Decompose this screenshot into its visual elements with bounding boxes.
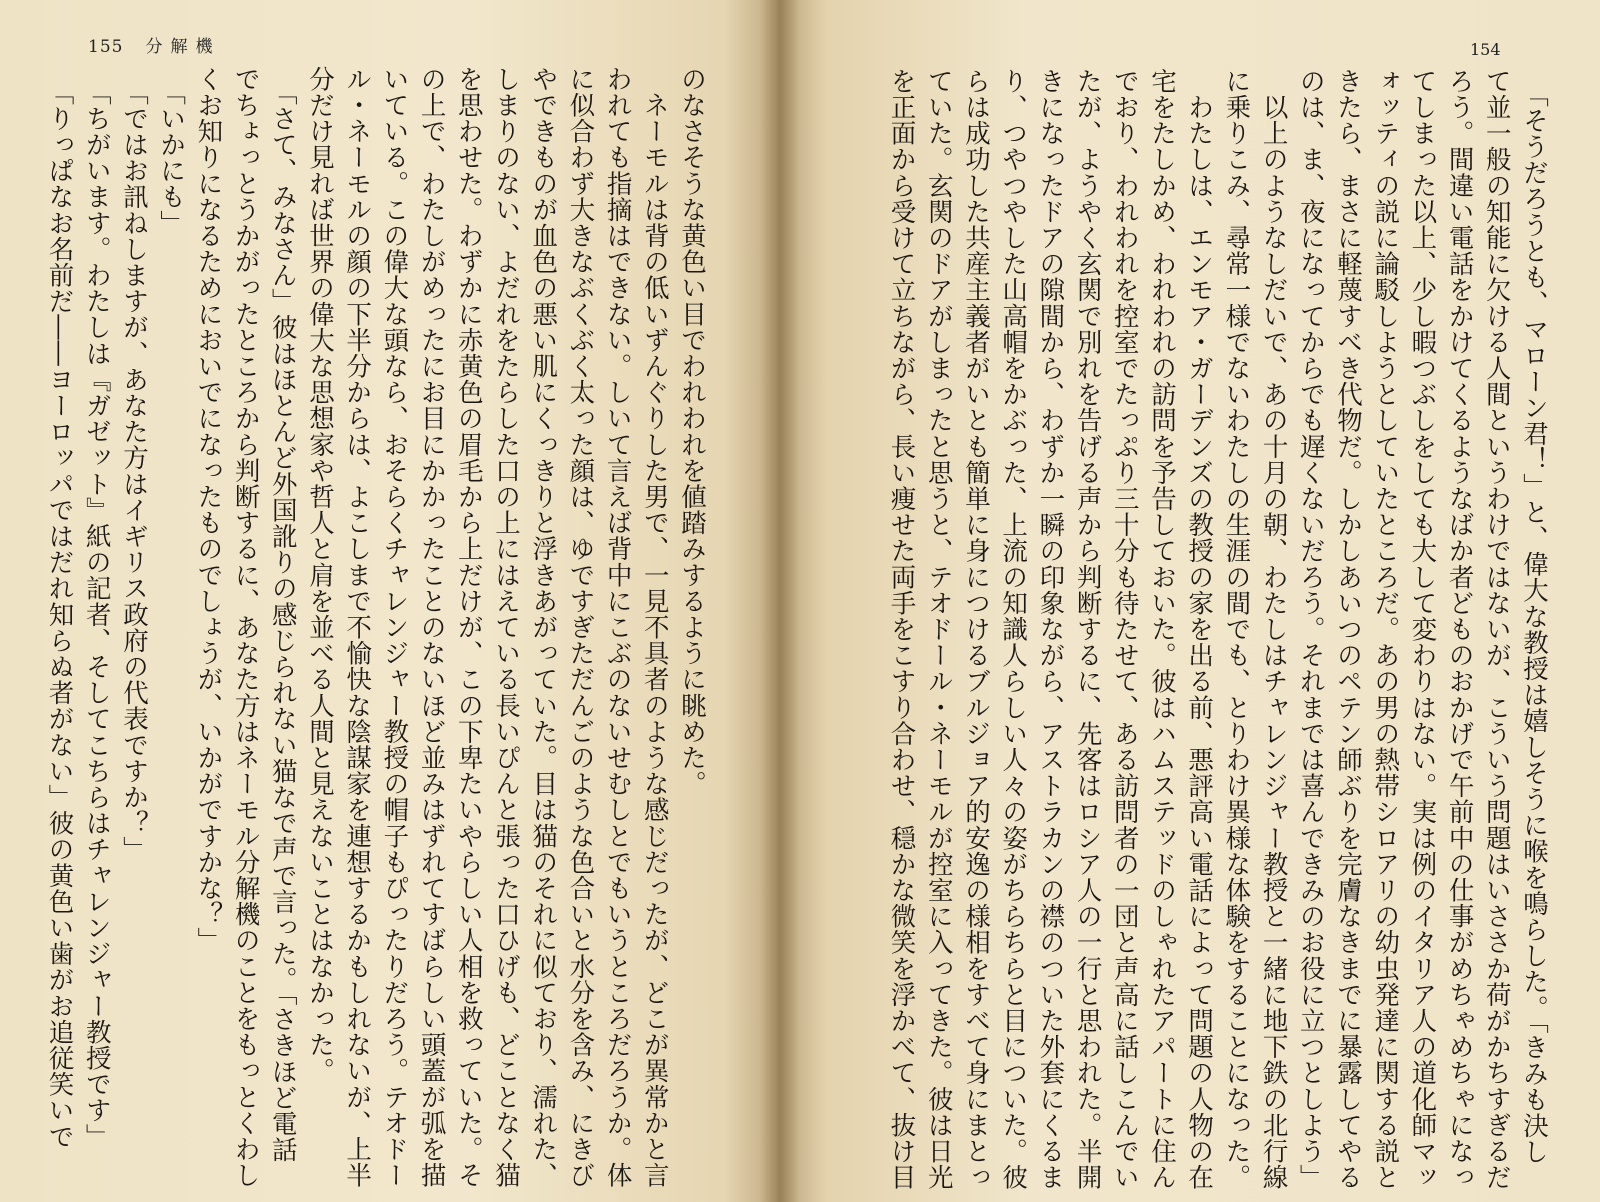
- text-line: の上で、わたしがめったにお目にかかったことのないほど並みはずれてすばらしい頭蓋が弧を描: [416, 66, 447, 1189]
- text-line: 以上のようなしだいで、あの十月の朝、わたしはチャレンジャー教授と一緒に地下鉄の北行線: [1258, 68, 1289, 1191]
- left-page: [0, 0, 778, 1202]
- text-line: でちょっとうかがったところから判断するに、あなた方はネーモル分解機のことをもっとくわし: [230, 66, 261, 1189]
- text-line: くお知りになるためにおいでになったものでしょうが、いかがですかな？」: [193, 66, 224, 954]
- text-line: のなさそうな黄色い目でわれわれを値踏みするように眺めた。: [677, 66, 707, 797]
- running-title: 分解機: [145, 37, 221, 57]
- left-page-number: 155: [88, 37, 124, 57]
- text-line: われても指摘はできない。しいて言えば背中にこぶのないせむしとでもいうところだろうか。体: [602, 66, 633, 1189]
- text-line: たが、ようやく玄関で別れを告げる声から判断するに、先客はロシア人の一行と思われた。半開: [1072, 68, 1103, 1191]
- text-line: きたら、まさに軽蔑すべき代物だ。しかしあいつのペテン師ぶりを完膚なきまでに暴露してやる: [1332, 68, 1363, 1191]
- text-line: て並一般の知能に欠ける人間というわけではないが、こういう問題はいささか荷がかちすぎるだ: [1481, 68, 1512, 1191]
- text-line: いている。この偉大な頭なら、おそらくチャレンジャー教授の帽子もぴったりだろう。テオドー: [379, 66, 410, 1189]
- text-line: らは成功した共産主義者がいとも簡単に身につけるブルジョア的安逸の様相をすべて身にまとっ: [960, 68, 991, 1191]
- text-line: ていた。玄関のドアがしまったと思うと、テオドール・ネーモルが控室に入ってきた。彼は日光: [923, 68, 954, 1191]
- text-line: 宅をたしかめ、われわれの訪問を予告しておいた。彼はハムステッドのしゃれたアパートに住ん: [1146, 68, 1177, 1191]
- text-line: ろう。間違い電話をかけてくるようなばか者どものおかげで午前中の仕事がめちゃめちゃになっ: [1444, 68, 1475, 1191]
- text-line: やできものが血色の悪い肌にくっきりと浮きあがっていた。目は猫のそれに似ており、濡れた、: [528, 66, 559, 1189]
- text-line: 「ではお訊ねしますが、あなた方はイギリス政府の代表ですか？」: [118, 66, 149, 863]
- text-line: を正面から受けて立ちながら、長い痩せた両手をこすり合わせ、穏かな微笑を浮かべて、抜け目: [886, 68, 917, 1191]
- text-line: を思わせた。わずかに赤黄色の眉毛から上だけが、この下卑たいやらしい人相を救っていた。そ: [453, 66, 484, 1189]
- text-line: わたしは、エンモア・ガーデンズの教授の家を出る前、悪評高い電話によって問題の人物の在: [1184, 68, 1215, 1191]
- text-line: に似合わず大きなぶくぶく太った顔は、ゆですぎただんごのような色合いと水分を含み、にきび: [565, 66, 596, 1189]
- text-line: 「いかにも」: [156, 66, 187, 236]
- text-line: 分だけ見れば世界の偉大な思想家や哲人と肩を並べる人間と見えないことはなかった。: [304, 66, 335, 1084]
- text-line: 「さて、みなさん」彼はほとんど外国訛りの感じられない猫なで声で言った。「さきほど電話: [267, 66, 298, 1163]
- text-line: きになったドアの隙間から、わずか一瞬の印象ながら、アストラカンの襟のついた外套にくるま: [1035, 68, 1066, 1191]
- text-line: てしまった以上、少し暇つぶしをしても大して変わりはない。実は例のイタリア人の道化師マッ: [1407, 68, 1438, 1191]
- text-line: のは、ま、夜になってからでも遅くないだろう。それまでは喜んできみのお役に立つとしよう」: [1295, 68, 1326, 1191]
- text-line: り、つやつやした山高帽をかぶった、上流の知識人らしい人々の姿がちらちらと目についた。彼: [998, 68, 1029, 1191]
- text-line: に乗りこみ、尋常一様でないわたしの生涯の間でも、とりわけ異様な体験をすることになった。: [1221, 68, 1252, 1191]
- right-page-body: [882, 68, 1552, 1191]
- text-line: 「そうだろうとも、マローン君！」と、偉大な教授は嬉しそうに喉を鳴らした。「きみも決し: [1519, 68, 1549, 1165]
- text-line: 「ちがいます。わたしは『ガゼット』紙の記者、そしてこちらはチャレンジャー教授です」: [81, 66, 112, 1150]
- right-page-number: 154: [1470, 40, 1501, 59]
- text-line: ォッティの説に論駁しようとしていたところだ。あの男の熱帯シロアリの幼虫発達に関する説と: [1370, 68, 1401, 1191]
- text-line: ル・ネーモルの顔の下半分からは、よこしまで不愉快な陰謀家を連想するかもしれないが、上半: [342, 66, 373, 1189]
- left-page-body: [40, 66, 710, 1189]
- text-line: ネーモルは背の低いずんぐりした男で、一見不具者のような感じだったが、どこが異常かと言: [639, 66, 670, 1189]
- text-line: しまりのない、よだれをたらした口の上にはえている長いぴんと張った口ひげも、どことなく猫: [490, 66, 521, 1189]
- right-page: [778, 0, 1600, 1202]
- text-line: でおり、われわれを控室でたっぷり三十分も待たせて、ある訪問者の一団と声高に話しこんでい: [1109, 68, 1140, 1191]
- left-page-header: [88, 32, 220, 57]
- text-line: 「りっぱなお名前だ――ヨーロッパではだれ知らぬ者がない」彼の黄色い歯がお追従笑いで: [44, 66, 75, 1150]
